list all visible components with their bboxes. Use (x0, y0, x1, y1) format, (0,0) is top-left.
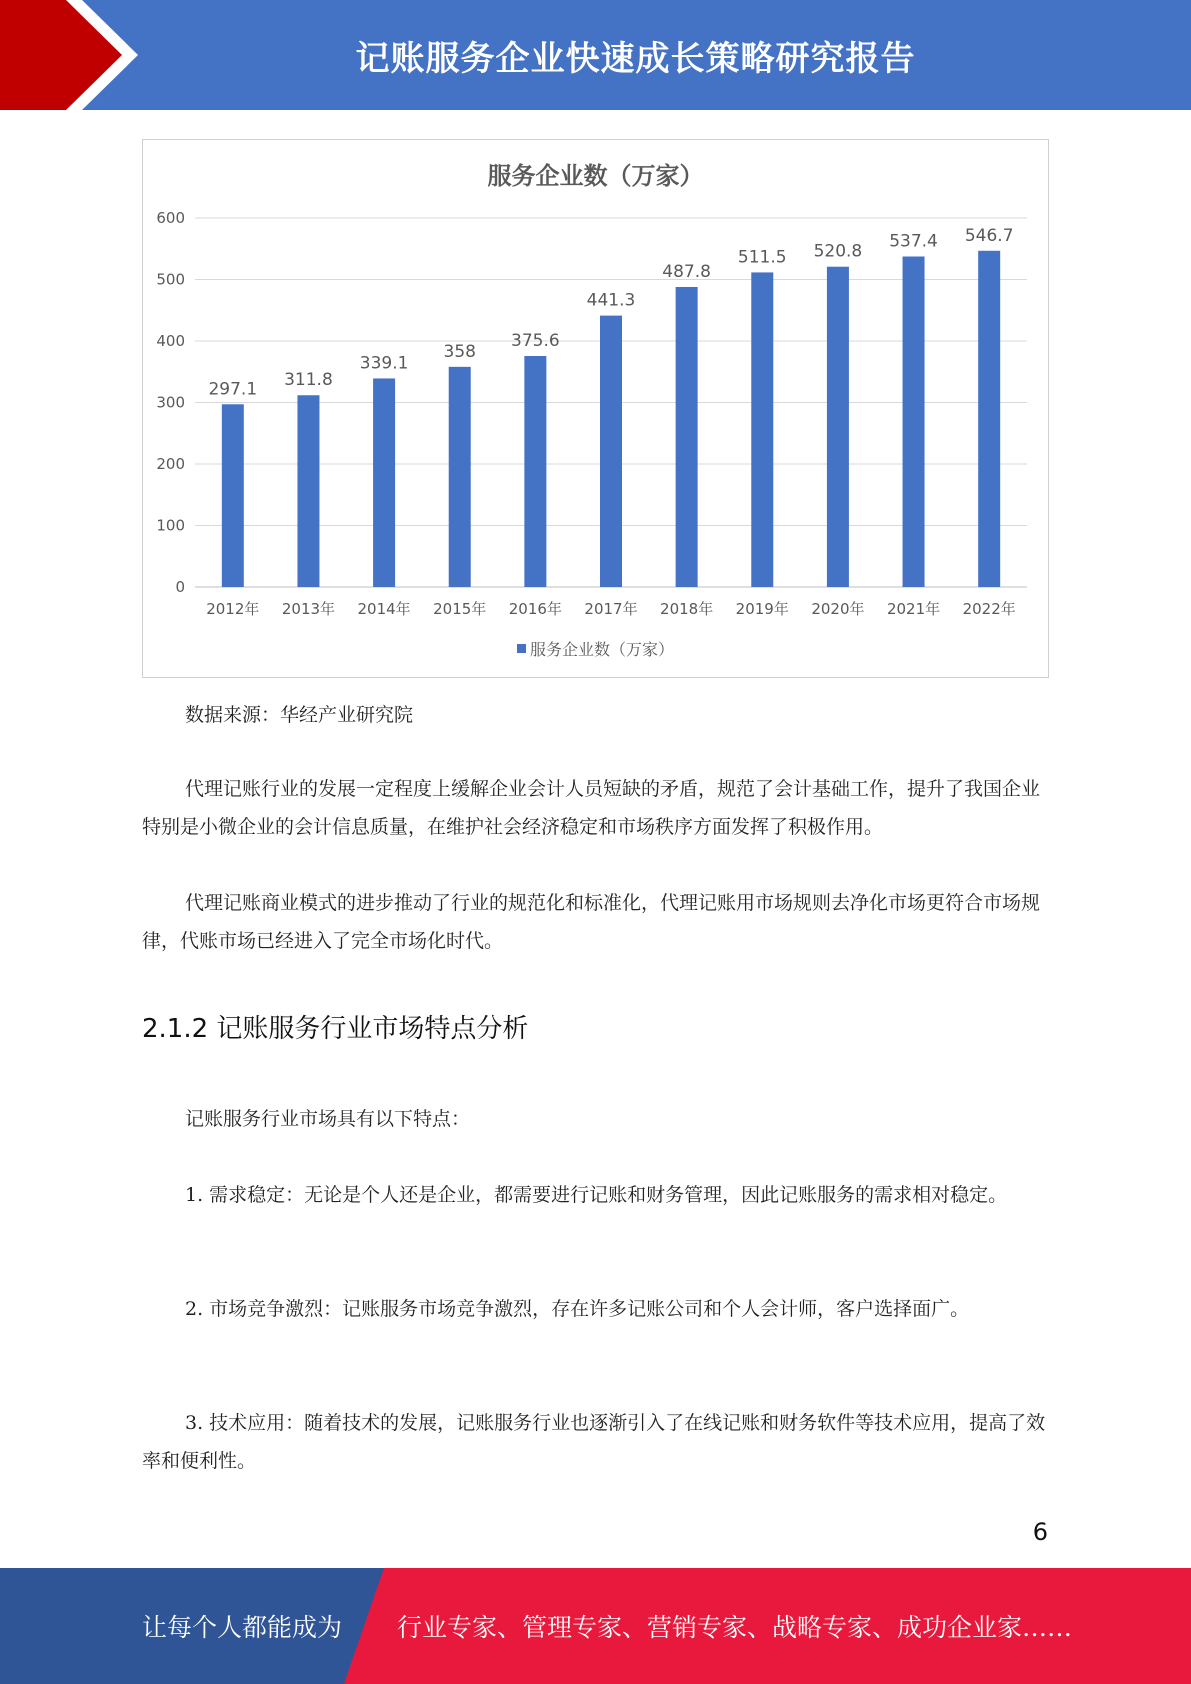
bar (751, 272, 773, 587)
x-tick-label: 2015年 (433, 600, 487, 618)
data-label: 375.6 (511, 331, 560, 352)
data-label: 311.8 (284, 370, 333, 391)
page-footer (0, 1568, 1191, 1684)
y-tick-label: 500 (156, 270, 185, 289)
header-red-arrow-shape (0, 0, 150, 110)
bar (524, 356, 546, 587)
chart-canvas (143, 140, 1048, 677)
list-item-1: 1. 需求稳定：无论是个人还是企业，都需要进行记账和财务管理，因此记账服务的需求相对稳定。 (185, 1184, 1008, 1206)
y-tick-label: 300 (156, 393, 185, 412)
report-title: 记账服务企业快速成长策略研究报告 (355, 38, 916, 79)
bar (297, 395, 319, 587)
x-tick-label: 2016年 (508, 600, 562, 618)
data-label: 441.3 (586, 290, 636, 311)
x-tick-label: 2021年 (886, 600, 941, 618)
y-tick-label: 0 (175, 578, 185, 596)
legend-swatch (517, 644, 526, 653)
chart-legend (143, 637, 1048, 660)
x-tick-label: 2013年 (281, 600, 336, 618)
paragraph-2: 代理记账商业模式的进步推动了行业的规范化和标准化，代理记账用市场规则去净化市场更符合市场规律，代账市场已经进入了完全市场化时代。 (142, 892, 1041, 952)
section-heading: 2.1.2 记账服务行业市场特点分析 (142, 1014, 529, 1044)
data-source-note: 数据来源：华经产业研究院 (185, 704, 414, 726)
bar (827, 267, 849, 587)
y-tick-label: 100 (156, 516, 185, 535)
x-tick-label: 2014年 (357, 600, 411, 618)
bar (978, 251, 1000, 587)
data-label: 339.1 (359, 353, 409, 374)
bar (449, 367, 471, 587)
page-number: 6 (1032, 1518, 1048, 1546)
data-label: 358 (443, 341, 476, 362)
x-tick-label: 2012年 (206, 600, 260, 618)
paragraph-1: 代理记账行业的发展一定程度上缓解企业会计人员短缺的矛盾，规范了会计基础工作，提升了我国企业特别是小微企业的会计信息质量，在维护社会经济稳定和市场秩序方面发挥了积极作用。 (142, 778, 1041, 838)
y-tick-label: 200 (156, 455, 185, 473)
x-tick-label: 2019年 (735, 600, 789, 618)
data-label: 546.7 (964, 225, 1014, 246)
legend-label: 服务企业数（万家） (529, 640, 674, 659)
data-label: 487.8 (662, 262, 711, 283)
y-tick-label: 400 (156, 332, 185, 350)
list-item-3: 3. 技术应用：随着技术的发展，记账服务行业也逐渐引入了在线记账和财务软件等技术应用，提高了效率和便利性。 (142, 1412, 1046, 1472)
data-label: 520.8 (813, 241, 863, 262)
data-label: 511.5 (737, 247, 787, 268)
x-tick-label: 2018年 (660, 600, 714, 618)
x-tick-label: 2017年 (584, 600, 638, 618)
bar (903, 256, 925, 587)
footer-slogan-right: 行业专家、管理专家、营销专家、战略专家、成功企业家…… (397, 1613, 1073, 1642)
list-item-2: 2. 市场竞争激烈：记账服务市场竞争激烈，存在许多记账公司和个人会计师，客户选择面广。 (185, 1298, 970, 1320)
page-header (0, 0, 1191, 110)
intro-text: 记账服务行业市场具有以下特点： (185, 1108, 471, 1130)
x-tick-label: 2020年 (811, 600, 865, 618)
y-tick-label: 600 (156, 209, 185, 227)
bar-chart (142, 139, 1049, 678)
bar (676, 287, 698, 587)
x-tick-label: 2022年 (962, 600, 1016, 618)
bar (373, 378, 395, 587)
data-label: 297.1 (208, 379, 258, 400)
chart-title: 服务企业数（万家） (487, 162, 704, 190)
bar (600, 316, 622, 587)
data-label: 537.4 (889, 231, 938, 252)
footer-slogan-left: 让每个人都能成为 (142, 1613, 343, 1642)
bar (222, 404, 244, 587)
